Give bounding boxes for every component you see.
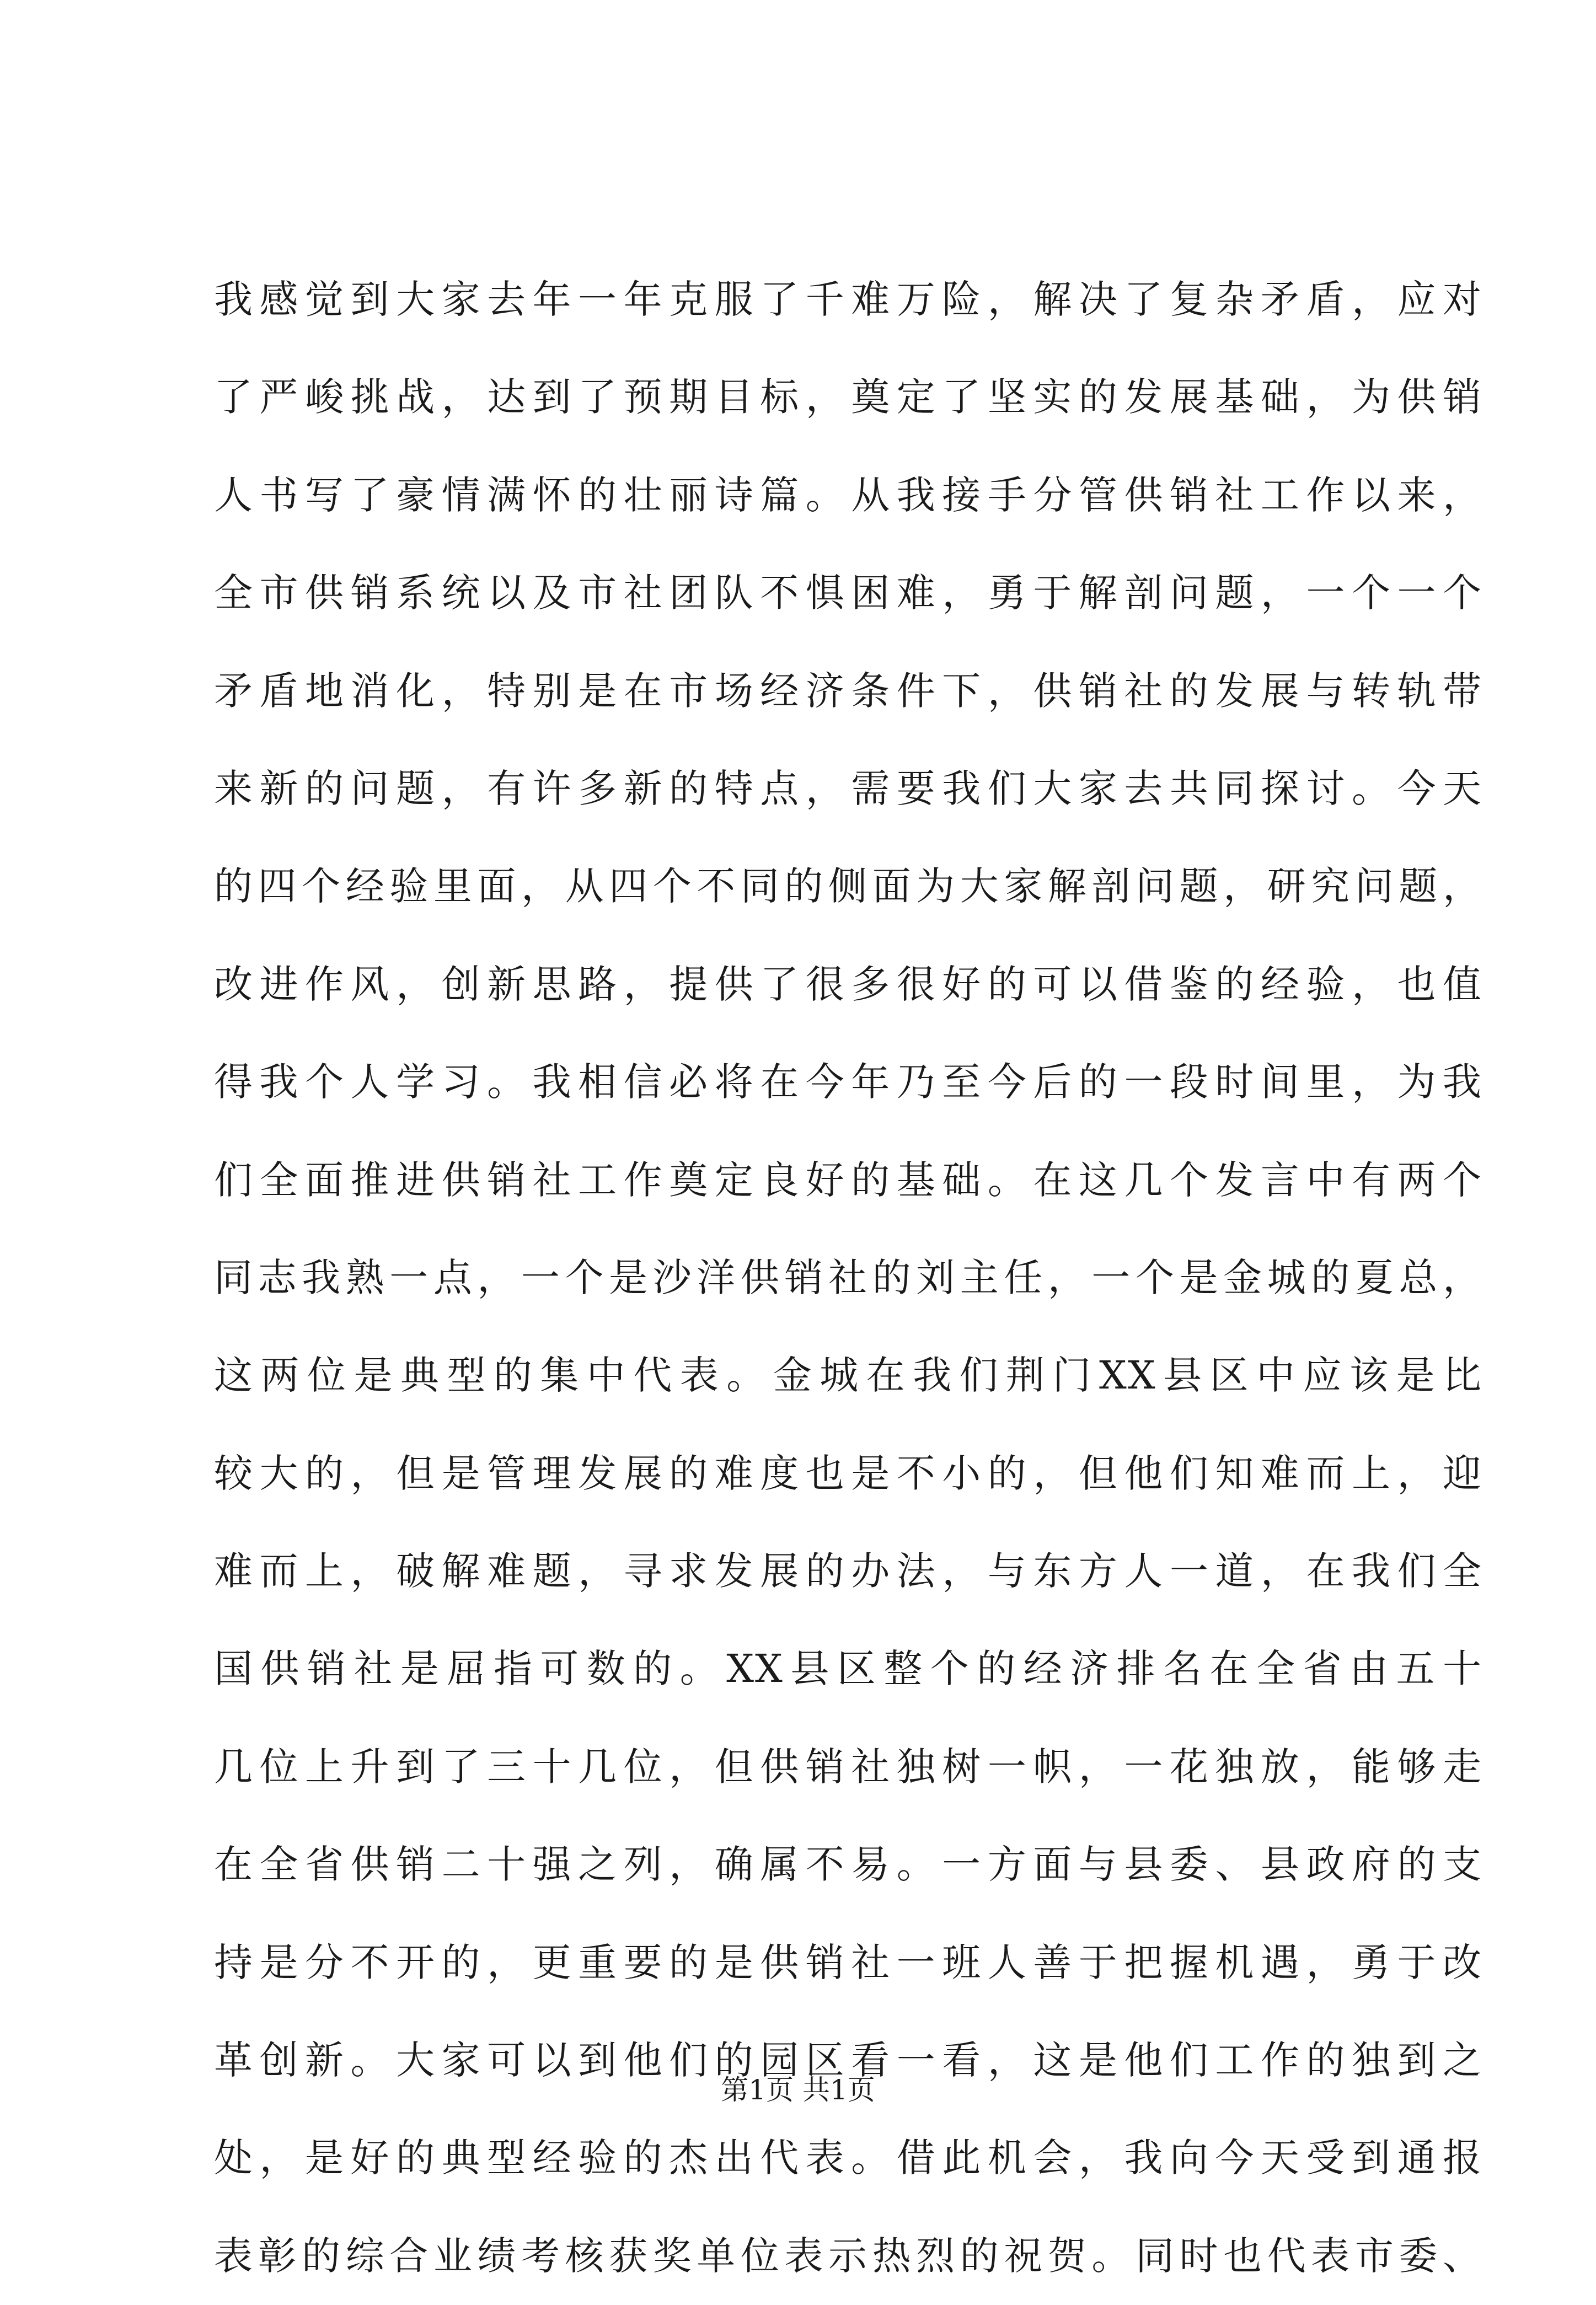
text-line: 处，是好的典型经验的杰出代表。借此机会，我向今天受到通报 [214,2135,1482,2181]
text-line: 我感觉到大家去年一年克服了千难万险，解决了复杂矛盾，应对 [214,277,1482,322]
text-line: 持是分不开的，更重要的是供销社一班人善于把握机遇，勇于改 [214,1939,1482,1985]
text-line: 了严峻挑战，达到了预期目标，奠定了坚实的发展基础，为供销 [214,374,1482,420]
body-text [214,251,1482,2305]
text-line: 同志我熟一点，一个是沙洋供销社的刘主任，一个是金城的夏总， [214,1255,1482,1300]
text-line: 们全面推进供销社工作奠定良好的基础。在这几个发言中有两个 [214,1157,1482,1203]
text-line: 较大的，但是管理发展的难度也是不小的，但他们知难而上，迎 [214,1450,1482,1496]
text-line: 得我个人学习。我相信必将在今年乃至今后的一段时间里，为我 [214,1059,1482,1105]
page-footer [0,2071,1596,2109]
page-number: 第1页 共1页 [721,2074,875,2106]
text-line: 人书写了豪情满怀的壮丽诗篇。从我接手分管供销社工作以来， [214,472,1482,518]
text-line: 这两位是典型的集中代表。金城在我们荆门XX县区中应该是比 [214,1353,1482,1398]
text-line: 来新的问题，有许多新的特点，需要我们大家去共同探讨。今天 [214,765,1482,811]
text-line: 矛盾地消化，特别是在市场经济条件下，供销社的发展与转轨带 [214,668,1482,714]
text-line: 革创新。大家可以到他们的园区看一看，这是他们工作的独到之 [214,2038,1482,2083]
text-line: 改进作风，创新思路，提供了很多很好的可以借鉴的经验，也值 [214,961,1482,1007]
text-line: 在全省供销二十强之列，确属不易。一方面与县委、县政府的支 [214,1842,1482,1888]
text-line: 表彰的综合业绩考核获奖单位表示热烈的祝贺。同时也代表市委、 [214,2233,1482,2279]
text-line: 的四个经验里面，从四个不同的侧面为大家解剖问题，研究问题， [214,864,1482,909]
text-line: 难而上，破解难题，寻求发展的办法，与东方人一道，在我们全 [214,1548,1482,1594]
text-line: 几位上升到了三十几位，但供销社独树一帜，一花独放，能够走 [214,1744,1482,1789]
text-line: 国供销社是屈指可数的。XX县区整个的经济排名在全省由五十 [214,1646,1482,1692]
text-line: 全市供销系统以及市社团队不惧困难，勇于解剖问题，一个一个 [214,570,1482,616]
